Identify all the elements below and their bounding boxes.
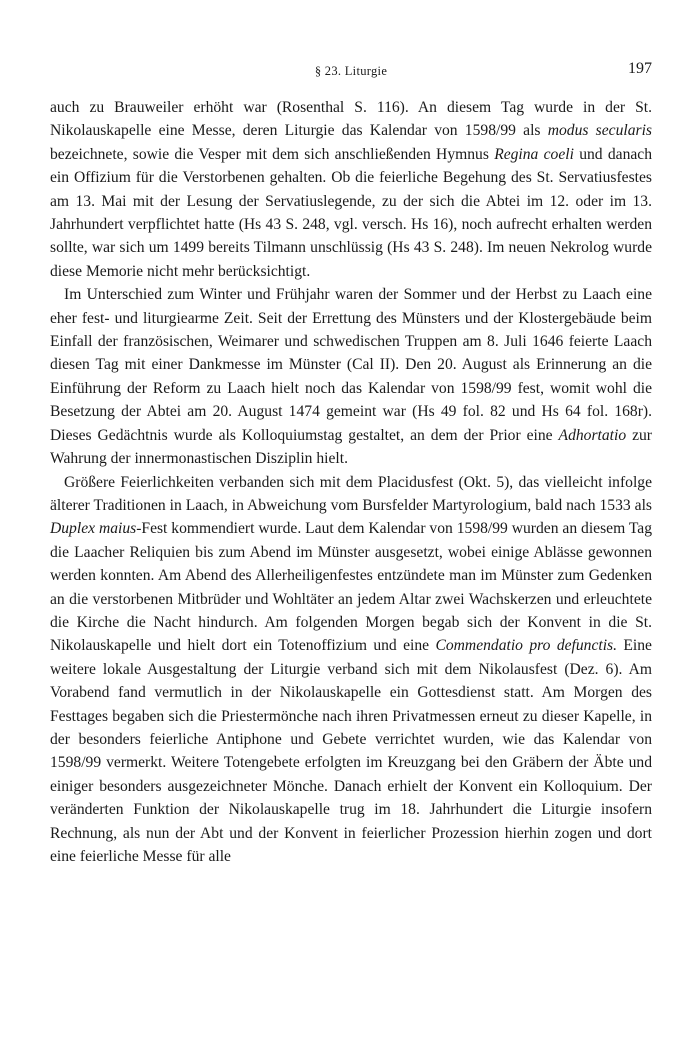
text-run: -Fest kommendiert wurde. Laut dem Kalendar von 1598/99 wurden an diesem Tag die Laacher Reliquien bis zum Abend im Münster ausgesetzt, wobei einige Ablässe gewonnen werden konnten. Am Abend des Allerheiligenfestes entzündete man im Münster zum Gedenken an die verstorbenen Mitbrüder und Wohltäter an jedem Altar zwei Wachskerzen und erleuchtete die Kirche die Nacht hindurch. Am folgenden Morgen begab sich der Konvent in die St. Nikolauskapelle und hielt dort ein Totenoffizium und eine bbox=[50, 520, 652, 655]
text-run: Im Unterschied zum Winter und Frühjahr waren der Sommer und der Herbst zu Laach eine eher fest- und liturgiearme Zeit. Seit der Errettung des Münsters und der Klostergebäude beim Einfall der französischen, Weimarer und schwedischen Truppen am 8. Juli 1646 feierte Laach diesen Tag mit einer Dankmesse im Münster (Cal II). Den 20. August als Erinnerung an die Einführung der Reform zu Laach hielt noch das Kalendar von 1598/99 fest, womit wohl die Besetzung der Abtei am 20. August 1474 gemeint war (Hs 49 fol. 82 und Hs 64 fol. 168r). Dieses Gedächtnis wurde als Kolloquiumstag gestaltet, an dem der Prior eine bbox=[50, 286, 652, 444]
section-title: § 23. Liturgie bbox=[314, 64, 388, 78]
italic-term: modus secularis bbox=[547, 122, 652, 140]
italic-term: Commendatio pro defunctis. bbox=[435, 637, 618, 655]
text-run: und danach ein Offizium für die Verstorbenen gehalten. Ob die feierliche Begehung des St. Servatiusfestes am 13. Mai mit der Lesung der Servatiuslegende, zu der sich die Abtei im 12. oder im 13. Jahrhundert verpflichtet hatte (Hs 43 S. 248, vgl. versch. Hs 16), noch aufrecht erhalten werden sollte, war sich um 1499 bereits Tilmann unschlüssig (Hs 43 S. 248). Im neuen Nekrolog wurde diese Memorie nicht mehr berücksichtigt. bbox=[50, 145, 653, 280]
text-run: bezeichnete, sowie die Vesper mit dem sich anschließenden Hymnus bbox=[50, 145, 495, 163]
book-page bbox=[50, 60, 652, 868]
paragraph-3 bbox=[50, 471, 652, 869]
page-number: 197 bbox=[628, 60, 652, 77]
text-run: Eine weitere lokale Ausgestaltung der Liturgie verband sich mit dem Nikolausfest (Dez. 6). Am Vorabend fand vermutlich in der Nikolauskapelle ein Gottesdienst statt. Am Morgen des Festtages begaben sich die Priestermönche nach ihren Privatmessen erneut zu dieser Kapelle, in der besonders feierliche Antiphone und Gebete verrichtet wurden, wie das Kalendar von 1598/99 vermerkt. Weitere Totengebete erfolgten im Kreuzgang bei den Gräbern der Äbte und einiger besonders ausgezeichneter Mönche. Danach erhielt der Konvent ein Kolloquium. Der veränderten Funktion der Nikolauskapelle trug im 18. Jahrhundert die Liturgie insofern Rechnung, als nun der Abt und der Konvent in feierlicher Prozession hierhin zogen und dort eine feierliche Messe für alle bbox=[50, 637, 652, 865]
italic-term: Regina coeli bbox=[494, 145, 574, 163]
running-header bbox=[50, 60, 652, 84]
paragraph-2 bbox=[50, 283, 652, 470]
italic-term: Duplex maius bbox=[50, 520, 137, 538]
paragraph-1 bbox=[50, 96, 652, 283]
italic-term: Adhortatio bbox=[558, 426, 627, 444]
body-text bbox=[50, 96, 652, 868]
text-run: auch zu Brauweiler erhöht war (Rosenthal S. 116). An diesem Tag wurde in der St. Nikolauskapelle eine Messe, deren Liturgie das Kalendar von 1598/99 als bbox=[50, 99, 652, 140]
text-run: zur Wahrung der innermonastischen Disziplin hielt. bbox=[50, 426, 652, 468]
text-run: Größere Feierlichkeiten verbanden sich mit dem Placidusfest (Okt. 5), das vielleicht infolge älterer Traditionen in Laach, in Abweichung vom Bursfelder Martyrologium, bald nach 1533 als bbox=[50, 473, 652, 514]
